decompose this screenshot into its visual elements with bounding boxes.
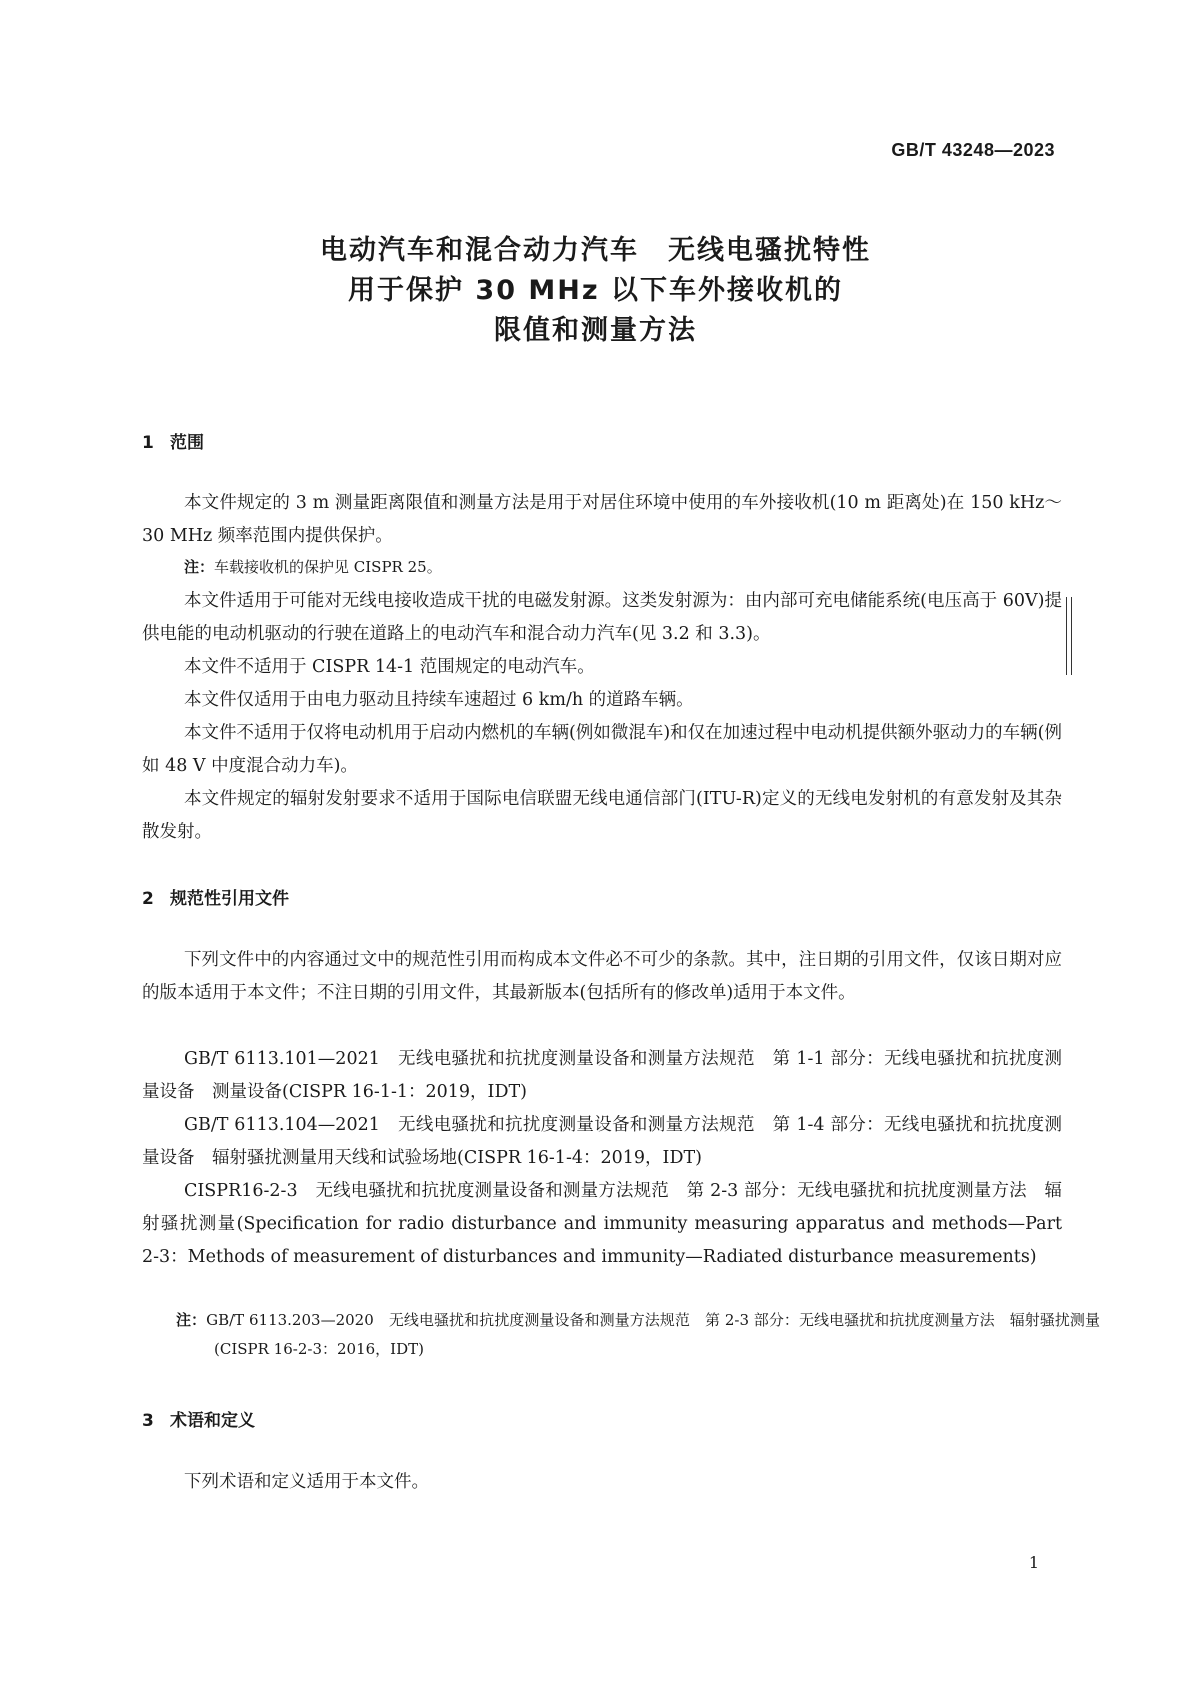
note-text: GB/T 6113.203—2020 无线电骚扰和抗扰度测量设备和测量方法规范 第 2-3 部分：无线电骚扰和抗扰度测量方法 辐射骚扰测量(CISPR 16-2-3：2016，IDT): [206, 1311, 1100, 1358]
reference-2: GB/T 6113.104—2021 无线电骚扰和抗扰度测量设备和测量方法规范 第 1-4 部分：无线电骚扰和抗扰度测量设备 辐射骚扰测量用天线和试验场地(CISPR 16-1-4：2019，IDT): [142, 1115, 1062, 1168]
section-1-paragraph-1: 本文件规定的 3 m 测量距离限值和测量方法是用于对居住环境中使用的车外接收机(10 m 距离处)在 150 kHz～30 MHz 频率范围内提供保护。: [142, 493, 1062, 546]
section-1-note: [142, 553, 1062, 582]
page-number: 1: [1028, 1553, 1039, 1572]
note-label: 注：: [176, 1311, 207, 1329]
section-1-title: 范围: [170, 433, 204, 453]
section-1-paragraph-4: 本文件仅适用于由电力驱动且持续车速超过 6 km/h 的道路车辆。: [184, 690, 694, 710]
section-3-number: 3: [142, 1411, 154, 1431]
section-1-number: 1: [142, 433, 154, 453]
note-label: 注：: [184, 558, 215, 576]
section-1-heading: [142, 428, 204, 453]
section-3-paragraph-1: 下列术语和定义适用于本文件。: [184, 1472, 429, 1492]
title-line-2: 用于保护 30 MHz 以下车外接收机的: [348, 275, 843, 306]
section-3-title: 术语和定义: [170, 1411, 255, 1431]
section-2-note: [176, 1306, 1100, 1364]
reference-1: GB/T 6113.101—2021 无线电骚扰和抗扰度测量设备和测量方法规范 第 1-1 部分：无线电骚扰和抗扰度测量设备 测量设备(CISPR 16-1-1：2019，IDT): [142, 1049, 1062, 1102]
title-line-1: 电动汽车和混合动力汽车 无线电骚扰特性: [320, 235, 871, 266]
section-2-heading: [142, 884, 289, 909]
section-1-paragraph-3: 本文件不适用于 CISPR 14-1 范围规定的电动汽车。: [184, 657, 595, 677]
section-2-paragraph-1: 下列文件中的内容通过文中的规范性引用而构成本文件必不可少的条款。其中，注日期的引用文件，仅该日期对应的版本适用于本文件；不注日期的引用文件，其最新版本(包括所有的修改单)适用于本文件。: [142, 950, 1062, 1003]
section-3-heading: [142, 1406, 255, 1431]
standard-code: GB/T 43248—2023: [891, 140, 1055, 160]
title-line-3: 限值和测量方法: [494, 315, 697, 346]
section-1-paragraph-5: 本文件不适用于仅将电动机用于启动内燃机的车辆(例如微混车)和仅在加速过程中电动机提供额外驱动力的车辆(例如 48 V 中度混合动力车)。: [142, 723, 1062, 776]
section-2-number: 2: [142, 889, 154, 909]
section-2-title: 规范性引用文件: [170, 889, 289, 909]
reference-3: CISPR16-2-3 无线电骚扰和抗扰度测量设备和测量方法规范 第 2-3 部分：无线电骚扰和抗扰度测量方法 辐射骚扰测量(Specification for radio disturbance and immunity measuring apparatus and methods—Part 2-3：Methods of measurement of disturbances and immunity—Radiated disturbance measurements): [142, 1181, 1062, 1267]
change-bar: [1066, 597, 1072, 675]
note-text: 车载接收机的保护见 CISPR 25。: [214, 558, 442, 576]
section-1-paragraph-2: 本文件适用于可能对无线电接收造成干扰的电磁发射源。这类发射源为：由内部可充电储能系统(电压高于 60V)提供电能的电动机驱动的行驶在道路上的电动汽车和混合动力汽车(见 3.2 和 3.3)。: [142, 591, 1062, 644]
section-1-paragraph-6: 本文件规定的辐射发射要求不适用于国际电信联盟无线电通信部门(ITU-R)定义的无线电发射机的有意发射及其杂散发射。: [142, 789, 1062, 842]
